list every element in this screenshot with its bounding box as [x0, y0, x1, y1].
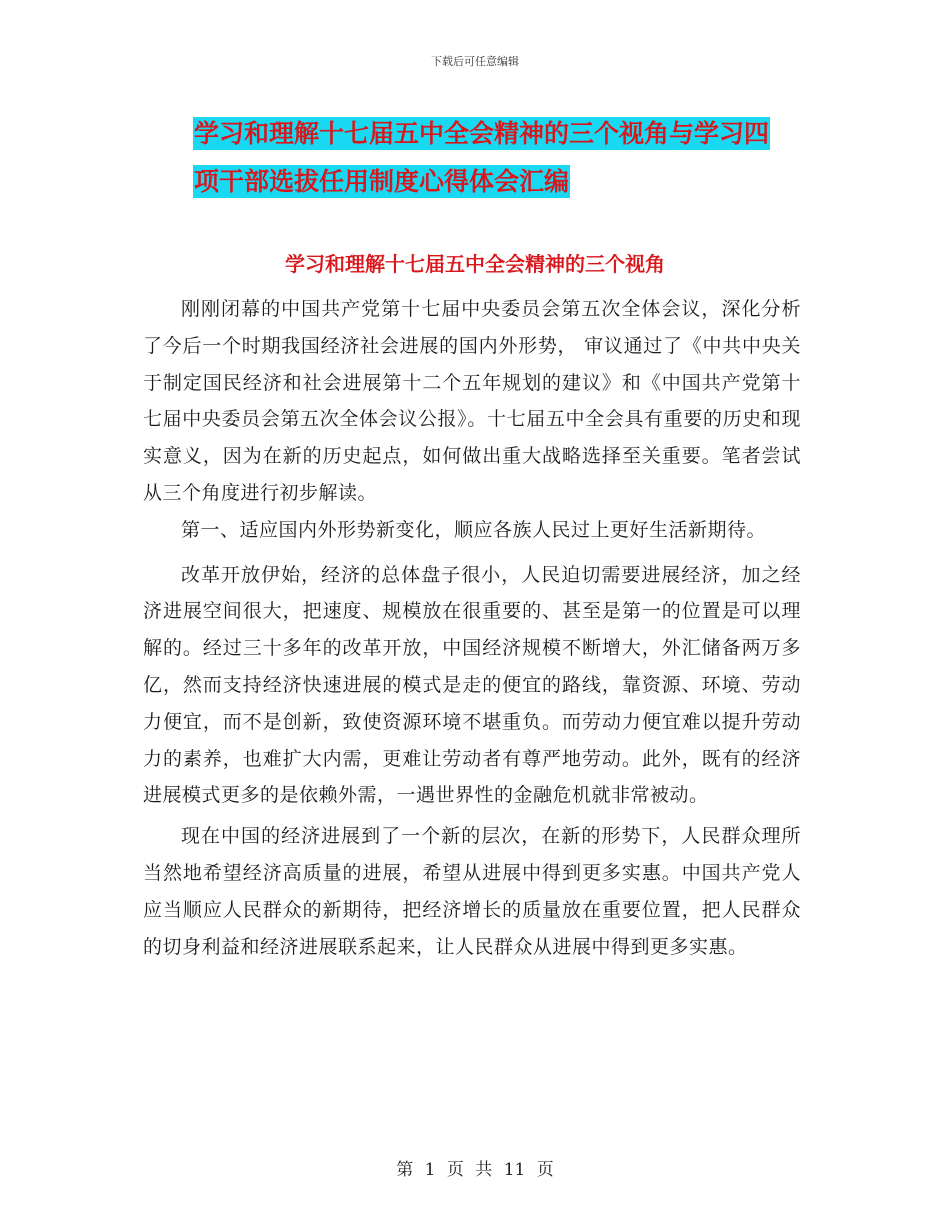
title-line-2: 项干部选拔任用制度心得体会汇编 — [194, 167, 570, 196]
header-note: 下载后可任意编辑 — [431, 55, 519, 68]
paragraph: 现在中国的经济进展到了一个新的层次，在新的形势下，人民群众理所当然地希望经济高质量的进展，希望从进展中得到更多实惠。中国共产党人应当顺应人民群众的新期待，把经济增长的质量放在重要位置，把人民群众的切身利益和经济进展联系起来，让人民群众从进展中得到更多实惠。 — [143, 825, 801, 958]
paragraph: 改革开放伊始，经济的总体盘子很小，人民迫切需要进展经济，加之经济进展空间很大，把速度、规模放在很重要的、甚至是第一的位置是可以理解的。经过三十多年的改革开放，中国经济规模不断增大，外汇储备两万多亿，然而支持经济快速进展的模式是走的便宜的路线，靠资源、环境、劳动力便宜，而不是创新，致使资源环境不堪重负。而劳动力便宜难以提升劳动力的素养，也难扩大内需，更难让劳动者有尊严地劳动。此外，既有的经济进展模式更多的是依赖外需，一遇世界性的金融危机就非常被动。 — [143, 563, 801, 807]
paragraph: 刚刚闭幕的中国共产党第十七届中央委员会第五次全体会议，深化分析了今后一个时期我国经济社会进展的国内外形势， 审议通过了《中共中央关于制定国民经济和社会进展第十二个五年规划的建议》和《中国共产党第十七届中央委员会第五次全体会议公报》。十七届五中全会具有重要的历史和现实意义，因为在新的历史起点，如何做出重大战略选择至关重要。笔者尝试从三个角度进行初步解读。 — [143, 298, 801, 504]
document-body — [143, 291, 801, 965]
section-title: 学习和理解十七届五中全会精神的三个视角 — [285, 252, 665, 276]
paragraph: 第一、适应国内外形势新变化，顺应各族人民过上更好生活新期待。 — [181, 518, 767, 541]
page-number-footer: 第 1 页 共 11 页 — [396, 1160, 554, 1180]
document-title — [193, 110, 813, 206]
title-line-1: 学习和理解十七届五中全会精神的三个视角与学习四 — [194, 119, 770, 148]
